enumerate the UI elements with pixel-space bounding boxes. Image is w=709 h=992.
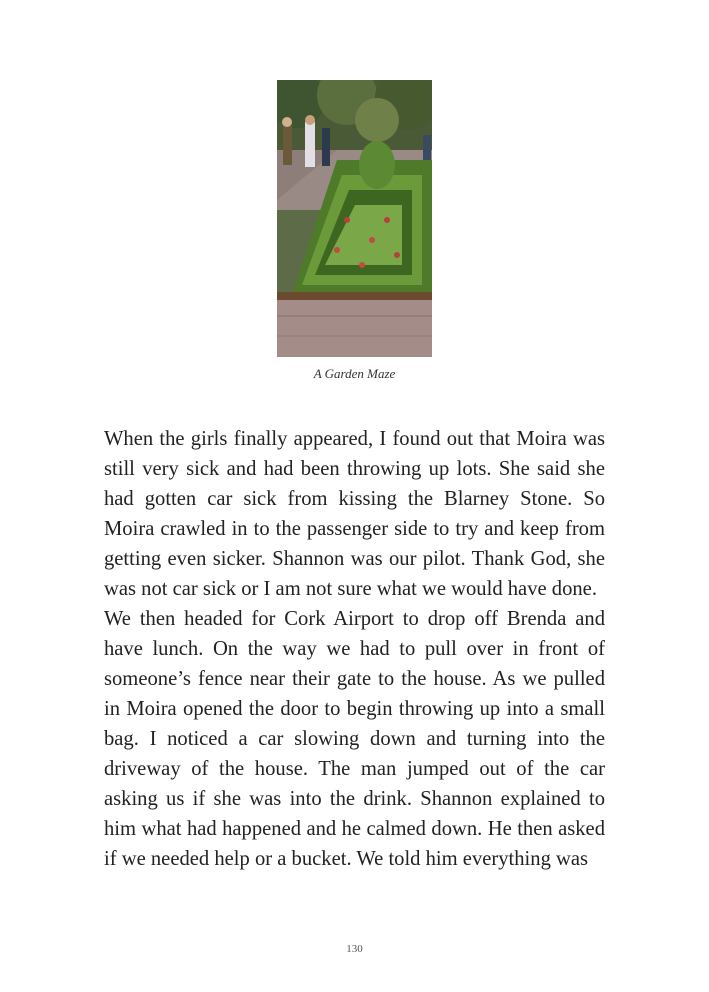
paragraph: We then headed for Cork Airport to drop off Brenda and have lunch. On the way we had to pull over in front of someone’s fence near their gate to the house. As we pulled in Moira opened the door to begin throwing up into a small bag. I noticed a car slowing down and turning into the driveway of the house. The man jumped out of the car asking us if she was into the drink. Shannon explained to him what had happened and he calmed down. He then asked if we needed help or a bucket. We told him everything was <box>104 608 605 870</box>
figure-caption: A Garden Maze <box>313 366 396 381</box>
paragraph: When the girls finally appeared, I found out that Moira was still very sick and had been throwing up lots. She said she had gotten car sick from kissing the Blarney Stone. So Moira crawled in to the passenger side to try and keep from getting even sicker. Shannon was our pilot. Thank God, she was not car sick or I am not sure what we would have done. <box>104 428 605 600</box>
page-number: 130 <box>346 943 363 955</box>
garden-maze-photo <box>277 80 432 357</box>
body-text <box>104 424 605 874</box>
